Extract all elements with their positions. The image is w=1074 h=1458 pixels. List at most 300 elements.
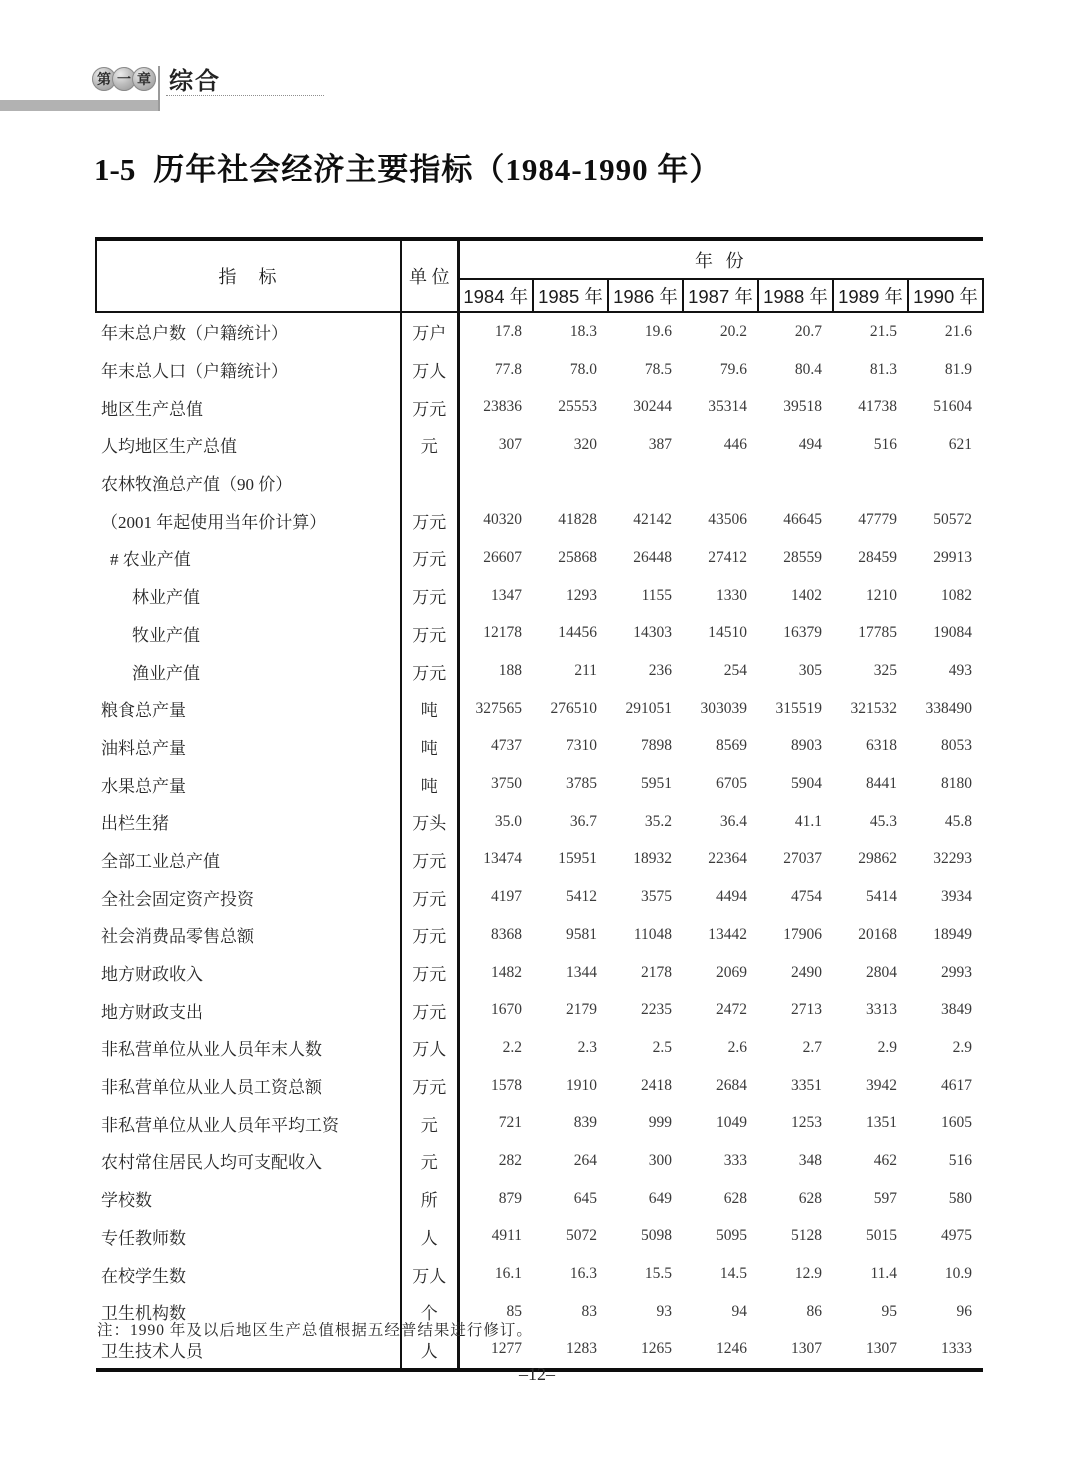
value-cell: 28459 (858, 548, 897, 566)
unit-cell: 万人 (401, 1029, 458, 1067)
value-cell: 3313 (866, 1001, 897, 1019)
value-cell: 19084 (933, 624, 972, 642)
value-cell: 2.6 (727, 1038, 747, 1056)
page-number: –12– (519, 1364, 555, 1384)
value-cell: 387 (648, 435, 672, 453)
value-cell: 47779 (858, 511, 897, 529)
header-unit: 单 位 (401, 239, 458, 312)
value-cell: 10.9 (944, 1265, 972, 1283)
value-cell: 35.2 (644, 812, 672, 830)
indicator-cell: 卫生技术人员 (96, 1331, 401, 1371)
value-cell: 315519 (775, 699, 822, 717)
table-row (96, 351, 983, 389)
unit-cell: 万元 (401, 841, 458, 879)
value-cell: 1605 (941, 1114, 972, 1132)
table-row (96, 1067, 983, 1105)
table-row (96, 1218, 983, 1256)
value-cell: 14.5 (719, 1265, 747, 1283)
value-cell: 2418 (641, 1076, 672, 1094)
value-cell: 12.9 (794, 1265, 822, 1283)
value-cell (608, 464, 683, 502)
value-cell: 303039 (700, 699, 747, 717)
value-cell: 22364 (708, 850, 747, 868)
value-cell: 1482 (491, 963, 522, 981)
unit-cell: 万人 (401, 351, 458, 389)
value-cell: 879 (498, 1189, 522, 1207)
value-cell: 8569 (716, 737, 747, 755)
unit-cell: 人 (401, 1331, 458, 1371)
indicator-cell: 林业产值 (96, 577, 401, 615)
value-cell: 1670 (491, 1001, 522, 1019)
value-cell: 20.7 (794, 322, 822, 340)
indicator-cell: 人均地区生产总值 (96, 426, 401, 464)
value-cell: 4754 (791, 888, 822, 906)
value-cell: 721 (498, 1114, 522, 1132)
value-cell: 1330 (716, 586, 747, 604)
table-row (96, 1104, 983, 1142)
unit-cell: 万户 (401, 312, 458, 351)
table-row (96, 312, 983, 351)
value-cell: 26448 (633, 548, 672, 566)
value-cell: 27037 (783, 850, 822, 868)
value-cell: 2713 (791, 1001, 822, 1019)
value-cell: 2472 (716, 1001, 747, 1019)
header-year: 1984 年 (458, 279, 533, 312)
indicator-cell: 地方财政收入 (96, 954, 401, 992)
header-year: 1989 年 (833, 279, 908, 312)
value-cell: 1578 (491, 1076, 522, 1094)
indicator-cell: 全部工业总产值 (96, 841, 401, 879)
value-cell: 81.9 (944, 360, 972, 378)
indicator-cell: 牧业产值 (96, 615, 401, 653)
value-cell: 1347 (491, 586, 522, 604)
indicator-cell: 卫生机构数 (96, 1293, 401, 1331)
value-cell (683, 464, 758, 502)
indicator-cell: 在校学生数 (96, 1255, 401, 1293)
value-cell: 649 (648, 1189, 672, 1207)
value-cell: 282 (498, 1151, 522, 1169)
header-year: 1986 年 (608, 279, 683, 312)
page-title (94, 144, 721, 189)
table-row (96, 765, 983, 803)
value-cell: 83 (581, 1302, 597, 1320)
value-cell: 338490 (925, 699, 972, 717)
table-row (96, 954, 983, 992)
value-cell: 1307 (791, 1340, 822, 1358)
value-cell: 305 (798, 662, 822, 680)
value-cell: 20.2 (719, 322, 747, 340)
value-cell: 94 (731, 1302, 747, 1320)
value-cell: 4911 (491, 1227, 522, 1245)
value-cell: 2.9 (877, 1038, 897, 1056)
unit-cell: 万人 (401, 1255, 458, 1293)
unit-cell: 万元 (401, 539, 458, 577)
value-cell: 5128 (791, 1227, 822, 1245)
indicator-cell: 年末总人口（户籍统计） (96, 351, 401, 389)
indicator-cell: 专任教师数 (96, 1218, 401, 1256)
indicator-cell: 地方财政支出 (96, 991, 401, 1029)
value-cell: 6705 (716, 775, 747, 793)
indicator-cell: 渔业产值 (96, 652, 401, 690)
value-cell: 1293 (566, 586, 597, 604)
unit-cell: 万元 (401, 652, 458, 690)
unit-cell: 万元 (401, 878, 458, 916)
value-cell: 211 (574, 662, 597, 680)
value-cell: 462 (873, 1151, 897, 1169)
value-cell: 276510 (550, 699, 597, 717)
value-cell: 1307 (866, 1340, 897, 1358)
value-cell: 2179 (566, 1001, 597, 1019)
value-cell: 27412 (708, 548, 747, 566)
unit-cell: 万元 (401, 954, 458, 992)
value-cell: 325 (873, 662, 897, 680)
value-cell: 51604 (933, 398, 972, 416)
value-cell: 2235 (641, 1001, 672, 1019)
value-cell: 1210 (866, 586, 897, 604)
value-cell: 14303 (633, 624, 672, 642)
value-cell: 77.8 (494, 360, 522, 378)
value-cell: 14510 (708, 624, 747, 642)
value-cell: 13442 (708, 925, 747, 943)
value-cell: 645 (573, 1189, 597, 1207)
value-cell: 7310 (566, 737, 597, 755)
value-cell: 2684 (716, 1076, 747, 1094)
value-cell: 41828 (558, 511, 597, 529)
table-header (96, 239, 983, 312)
value-cell: 1049 (716, 1114, 747, 1132)
unit-cell: 人 (401, 1218, 458, 1256)
table-row (96, 652, 983, 690)
value-cell: 839 (573, 1114, 597, 1132)
value-cell: 333 (723, 1151, 747, 1169)
value-cell: 29913 (933, 548, 972, 566)
table-row (96, 803, 983, 841)
value-cell: 1283 (566, 1340, 597, 1358)
value-cell: 21.5 (869, 322, 897, 340)
unit-cell (401, 464, 458, 502)
table-row (96, 539, 983, 577)
indicator-cell: 年末总户数（户籍统计） (96, 312, 401, 351)
value-cell: 291051 (625, 699, 672, 717)
value-cell: 43506 (708, 511, 747, 529)
value-cell: 1351 (866, 1114, 897, 1132)
value-cell: 446 (723, 435, 747, 453)
value-cell: 25868 (558, 548, 597, 566)
unit-cell: 万元 (401, 577, 458, 615)
value-cell: 15951 (558, 850, 597, 868)
value-cell: 188 (498, 662, 522, 680)
value-cell: 16379 (783, 624, 822, 642)
table-number: 1-5 (94, 152, 136, 187)
value-cell: 4494 (716, 888, 747, 906)
value-cell: 4737 (491, 737, 522, 755)
value-cell: 1155 (641, 586, 672, 604)
value-cell: 300 (648, 1151, 672, 1169)
value-cell: 8903 (791, 737, 822, 755)
indicator-cell: 全社会固定资产投资 (96, 878, 401, 916)
indicator-cell: 非私营单位从业人员工资总额 (96, 1067, 401, 1105)
value-cell: 5904 (791, 775, 822, 793)
value-cell: 2.3 (577, 1038, 597, 1056)
value-cell: 16.1 (494, 1265, 522, 1283)
value-cell: 29862 (858, 850, 897, 868)
value-cell: 79.6 (719, 360, 747, 378)
unit-cell: 个 (401, 1293, 458, 1331)
value-cell: 23836 (483, 398, 522, 416)
value-cell (908, 464, 983, 502)
unit-cell: 元 (401, 1142, 458, 1180)
value-cell: 4617 (941, 1076, 972, 1094)
header-indicator: 指 标 (96, 239, 401, 312)
value-cell: 17785 (858, 624, 897, 642)
value-cell: 17.8 (494, 322, 522, 340)
table-row (96, 1029, 983, 1067)
indicator-cell: 粮食总产量 (96, 690, 401, 728)
table-row (96, 841, 983, 879)
value-cell (833, 464, 908, 502)
value-cell: 7898 (641, 737, 672, 755)
value-cell: 264 (573, 1151, 597, 1169)
value-cell: 85 (506, 1302, 522, 1320)
table-row (96, 690, 983, 728)
value-cell: 597 (873, 1189, 897, 1207)
indicator-cell: 非私营单位从业人员年末人数 (96, 1029, 401, 1067)
indicator-cell: # 农业产值 (96, 539, 401, 577)
table-row (96, 916, 983, 954)
value-cell: 12178 (483, 624, 522, 642)
table-row (96, 426, 983, 464)
value-cell: 5951 (641, 775, 672, 793)
value-cell: 628 (798, 1189, 822, 1207)
table-body (96, 312, 983, 1370)
value-cell: 35.0 (494, 812, 522, 830)
value-cell: 493 (948, 662, 972, 680)
indicator-cell: 非私营单位从业人员年平均工资 (96, 1104, 401, 1142)
indicator-cell: （2001 年起使用当年价计算） (96, 501, 401, 539)
value-cell: 78.5 (644, 360, 672, 378)
value-cell: 2069 (716, 963, 747, 981)
indicator-cell: 农林牧渔总产值（90 价） (96, 464, 401, 502)
value-cell: 348 (798, 1151, 822, 1169)
value-cell: 8368 (491, 925, 522, 943)
value-cell: 1082 (941, 586, 972, 604)
section-label: 综合 (169, 68, 221, 95)
value-cell: 36.4 (719, 812, 747, 830)
value-cell: 621 (948, 435, 972, 453)
value-cell: 5072 (566, 1227, 597, 1245)
chapter-badge-char: 一 (112, 67, 136, 91)
value-cell: 81.3 (869, 360, 897, 378)
value-cell: 5095 (716, 1227, 747, 1245)
value-cell: 307 (498, 435, 522, 453)
value-cell: 86 (806, 1302, 822, 1320)
value-cell: 320 (573, 435, 597, 453)
value-cell: 1402 (791, 586, 822, 604)
value-cell: 2.9 (952, 1038, 972, 1056)
table-row (96, 991, 983, 1029)
value-cell: 18949 (933, 925, 972, 943)
value-cell: 3849 (941, 1001, 972, 1019)
indicator-cell: 出栏生猪 (96, 803, 401, 841)
value-cell: 5015 (866, 1227, 897, 1245)
unit-cell: 万元 (401, 1067, 458, 1105)
value-cell: 13474 (483, 850, 522, 868)
table-title-text: 历年社会经济主要指标（1984-1990 年） (153, 152, 722, 187)
value-cell: 42142 (633, 511, 672, 529)
value-cell: 1333 (941, 1340, 972, 1358)
value-cell: 3575 (641, 888, 672, 906)
value-cell: 45.8 (944, 812, 972, 830)
table-row (96, 577, 983, 615)
value-cell: 2.2 (502, 1038, 522, 1056)
value-cell: 254 (723, 662, 747, 680)
value-cell: 18.3 (569, 322, 597, 340)
unit-cell: 万元 (401, 991, 458, 1029)
unit-cell: 万元 (401, 501, 458, 539)
value-cell: 1265 (641, 1340, 672, 1358)
table-row (96, 388, 983, 426)
table-row (96, 1180, 983, 1218)
value-cell: 8441 (866, 775, 897, 793)
value-cell: 50572 (933, 511, 972, 529)
header-year: 1988 年 (758, 279, 833, 312)
value-cell (533, 464, 608, 502)
unit-cell: 所 (401, 1180, 458, 1218)
value-cell: 5412 (566, 888, 597, 906)
unit-cell: 吨 (401, 728, 458, 766)
value-cell: 236 (648, 662, 672, 680)
indicator-cell: 社会消费品零售总额 (96, 916, 401, 954)
indicator-cell: 油料总产量 (96, 728, 401, 766)
chapter-badge-char: 章 (132, 67, 156, 91)
value-cell: 8180 (941, 775, 972, 793)
value-cell (758, 464, 833, 502)
table-row (96, 615, 983, 653)
table-row (96, 501, 983, 539)
value-cell: 80.4 (794, 360, 822, 378)
value-cell (458, 464, 533, 502)
value-cell: 4975 (941, 1227, 972, 1245)
value-cell: 9581 (566, 925, 597, 943)
indicator-cell: 农村常住居民人均可支配收入 (96, 1142, 401, 1180)
indicator-cell: 学校数 (96, 1180, 401, 1218)
indicator-cell: 地区生产总值 (96, 388, 401, 426)
value-cell: 2993 (941, 963, 972, 981)
value-cell: 45.3 (869, 812, 897, 830)
value-cell: 40320 (483, 511, 522, 529)
value-cell: 78.0 (569, 360, 597, 378)
indicator-cell: 水果总产量 (96, 765, 401, 803)
unit-cell: 吨 (401, 765, 458, 803)
value-cell: 1246 (716, 1340, 747, 1358)
value-cell: 5414 (866, 888, 897, 906)
value-cell: 1344 (566, 963, 597, 981)
value-cell: 96 (956, 1302, 972, 1320)
value-cell: 41.1 (794, 812, 822, 830)
value-cell: 580 (948, 1189, 972, 1207)
value-cell: 1277 (491, 1340, 522, 1358)
value-cell: 3785 (566, 775, 597, 793)
value-cell: 327565 (475, 699, 522, 717)
value-cell: 2804 (866, 963, 897, 981)
unit-cell: 万元 (401, 916, 458, 954)
unit-cell: 元 (401, 426, 458, 464)
value-cell: 18932 (633, 850, 672, 868)
value-cell: 5098 (641, 1227, 672, 1245)
table-row (96, 878, 983, 916)
unit-cell: 元 (401, 1104, 458, 1142)
value-cell: 16.3 (569, 1265, 597, 1283)
value-cell: 11048 (633, 925, 672, 943)
header-year: 1987 年 (683, 279, 758, 312)
value-cell: 14456 (558, 624, 597, 642)
value-cell: 494 (798, 435, 822, 453)
value-cell: 628 (723, 1189, 747, 1207)
value-cell: 1910 (566, 1076, 597, 1094)
value-cell: 516 (873, 435, 897, 453)
value-cell: 3942 (866, 1076, 897, 1094)
value-cell: 2490 (791, 963, 822, 981)
value-cell: 35314 (708, 398, 747, 416)
header-year: 1985 年 (533, 279, 608, 312)
unit-cell: 万元 (401, 615, 458, 653)
value-cell: 93 (656, 1302, 672, 1320)
value-cell: 2.7 (802, 1038, 822, 1056)
value-cell: 26607 (483, 548, 522, 566)
value-cell: 999 (648, 1114, 672, 1132)
chapter-header-bar (0, 100, 158, 111)
table-row (96, 728, 983, 766)
value-cell: 4197 (491, 888, 522, 906)
unit-cell: 万元 (401, 388, 458, 426)
value-cell: 32293 (933, 850, 972, 868)
table-footnote: 注：1990 年及以后地区生产总值根据五经普结果进行修订。 (97, 1322, 533, 1339)
value-cell: 8053 (941, 737, 972, 755)
value-cell: 21.6 (944, 322, 972, 340)
value-cell: 95 (881, 1302, 897, 1320)
section-underline (166, 95, 324, 96)
chapter-badge-char: 第 (92, 67, 116, 91)
value-cell: 30244 (633, 398, 672, 416)
value-cell: 6318 (866, 737, 897, 755)
value-cell: 39518 (783, 398, 822, 416)
table-row (96, 1142, 983, 1180)
unit-cell: 万头 (401, 803, 458, 841)
value-cell: 3351 (791, 1076, 822, 1094)
statistics-table (95, 237, 984, 1372)
value-cell: 3750 (491, 775, 522, 793)
value-cell: 15.5 (644, 1265, 672, 1283)
value-cell: 28559 (783, 548, 822, 566)
value-cell: 1253 (791, 1114, 822, 1132)
value-cell: 3934 (941, 888, 972, 906)
value-cell: 2.5 (652, 1038, 672, 1056)
value-cell: 11.4 (870, 1265, 897, 1283)
value-cell: 321532 (850, 699, 897, 717)
unit-cell: 吨 (401, 690, 458, 728)
value-cell: 516 (948, 1151, 972, 1169)
value-cell: 25553 (558, 398, 597, 416)
value-cell: 19.6 (644, 322, 672, 340)
chapter-header-divider (158, 66, 160, 111)
table-row (96, 464, 983, 502)
value-cell: 2178 (641, 963, 672, 981)
table-row (96, 1255, 983, 1293)
header-year: 1990 年 (908, 279, 983, 312)
value-cell: 36.7 (569, 812, 597, 830)
value-cell: 46645 (783, 511, 822, 529)
header-year-group: 年 份 (458, 239, 983, 279)
